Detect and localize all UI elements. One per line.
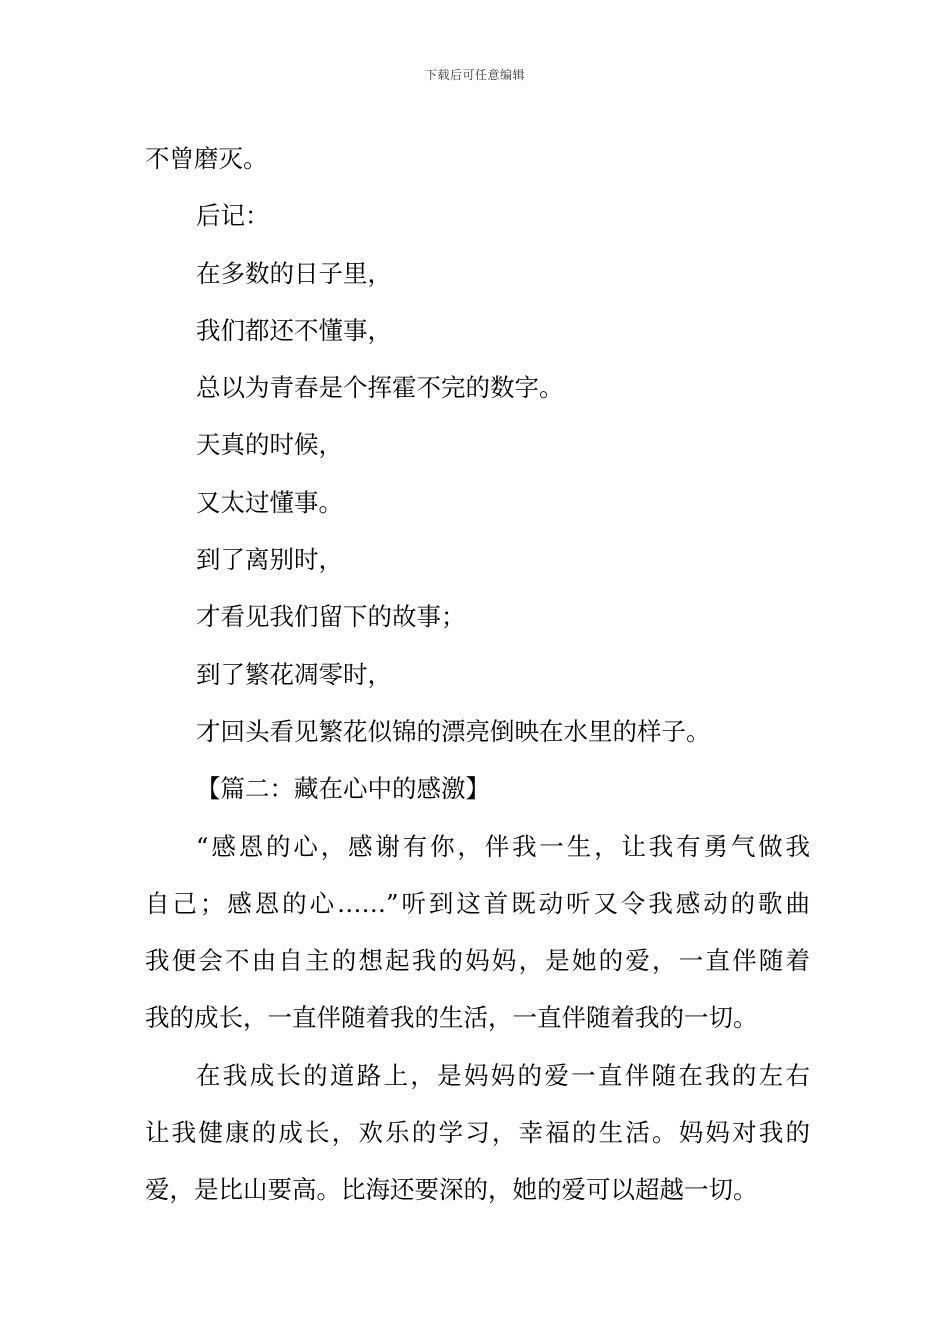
text-line: 天真的时候， (196, 430, 343, 460)
text-line: 才回头看见繁花似锦的漂亮倒映在水里的样子。 (196, 716, 711, 746)
text-line: 到了离别时， (196, 545, 343, 575)
text-line: 又太过懂事。 (196, 487, 343, 517)
text-line: “感恩的心，感谢有你，伴我一生，让我有勇气做我 (196, 831, 810, 861)
text-line: 我们都还不懂事， (196, 315, 392, 345)
text-line: 让我健康的成长，欢乐的学习，幸福的生活。妈妈对我的 (145, 1118, 810, 1148)
text-line: 总以为青春是个挥霍不完的数字。 (196, 373, 564, 403)
section-heading: 【篇二：藏在心中的感激】 (196, 774, 490, 804)
text-line: 在多数的日子里， (196, 258, 392, 288)
text-line: 我的成长，一直伴随着我的生活，一直伴随着我的一切。 (145, 1003, 758, 1033)
text-line: 自己；感恩的心……”听到这首既动听又令我感动的歌曲 (145, 888, 810, 918)
text-line: 才看见我们留下的故事； (196, 602, 466, 632)
text-line: 到了繁花凋零时， (196, 659, 392, 689)
text-line: 我便会不由自主的想起我的妈妈，是她的爱，一直伴随着 (145, 946, 810, 976)
page-header: 下载后可任意编辑 (424, 68, 525, 82)
text-line: 后记： (196, 201, 270, 231)
text-line: 不曾磨灭。 (145, 144, 268, 173)
text-line: 在我成长的道路上，是妈妈的爱一直伴随在我的左右 (196, 1060, 810, 1090)
text-line: 爱，是比山要高。比海还要深的，她的爱可以超越一切。 (145, 1175, 758, 1205)
document-body (145, 130, 810, 1219)
